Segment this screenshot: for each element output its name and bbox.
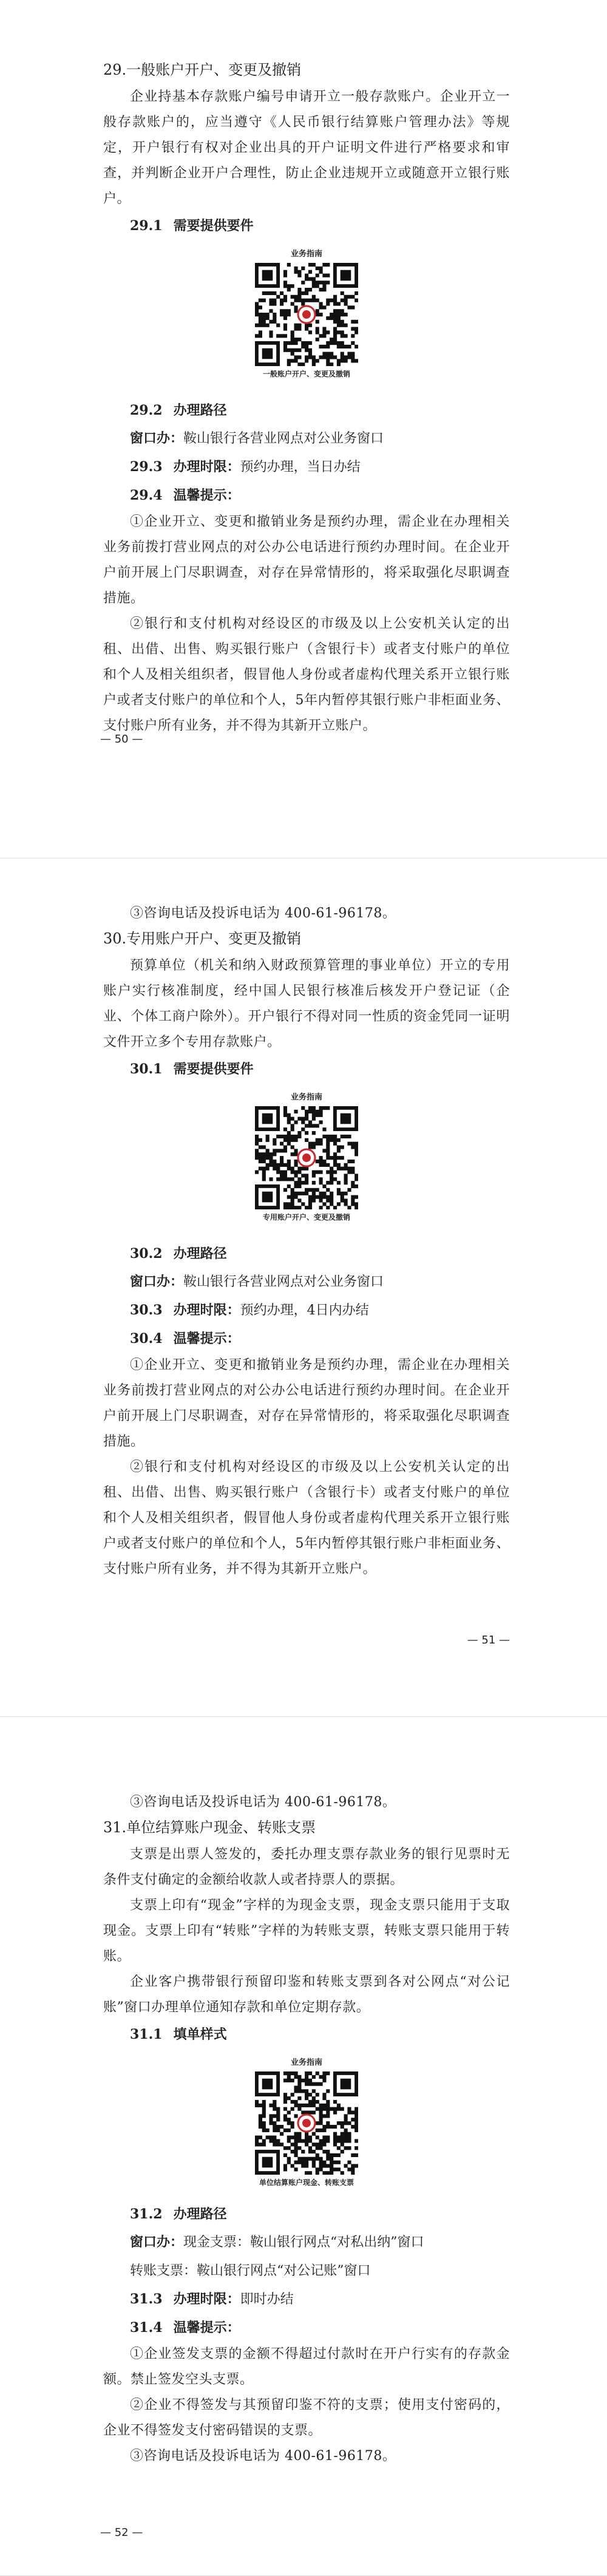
section-title: 31.单位结算账户现金、转账支票: [103, 1819, 316, 1836]
heading-number: 30.1: [130, 1061, 163, 1077]
qr-caption-top: 业务指南: [290, 250, 322, 259]
intro-paragraph: 企业持基本存款账户编号申请开立一般存款账户。企业开立一般存款账户的，应当遵守《人民币银行结算账户管理办法》等规定，开户银行有权对企业出具的开户证明文件进行严格要求和审查，并判断企业开户合理性，防止企业违规开立或随意开立银行账户。: [103, 89, 510, 206]
time-limit-line: [103, 2285, 510, 2314]
qr-code-block: [240, 1092, 373, 1223]
tip-3: ③咨询电话及投诉电话为 400-61-96178。: [130, 2449, 396, 2464]
tip-1: ①企业开立、变更和撤销业务是预约办理，需企业在办理相关业务前拨打营业网点的对公办公电话进行预约办理时间。在企业开户前开展上门尽职调查，对存在异常情形的，将采取强化尽职调查措施。: [103, 514, 510, 606]
heading-number: 29.1: [130, 218, 163, 234]
qr-caption-top: 业务指南: [290, 2058, 322, 2067]
window-value: 鞍山银行各营业网点对公业务窗口: [183, 1274, 384, 1290]
heading-text: 温馨提示：: [173, 488, 240, 503]
time-value: 预约办理，4日内办结: [240, 1303, 369, 1318]
path-heading: [103, 1240, 510, 1268]
tip-1: ①企业开立、变更和撤销业务是预约办理，需企业在办理相关业务前拨打营业网点的对公办公电话进行预约办理时间。在企业开户前开展上门尽职调查，对存在异常情形的，将采取强化尽职调查措施。: [103, 1358, 510, 1449]
tip-2: ②银行和支付机构对经设区的市级及以上公安机关认定的出租、出借、出售、购买银行账户（含银行卡）或者支付账户的单位和个人及相关组织者，假冒他人身份或者虚构代理关系开立银行账户或者支付账户的单位和个人，5年内暂停其银行账户非柜面业务、支付账户所有业务，并不得为其新开立账户。: [103, 1460, 510, 1577]
section-title: 29.一般账户开户、变更及撤销: [103, 61, 302, 78]
heading-number: 31.1: [130, 2027, 163, 2042]
materials-heading: [103, 212, 510, 240]
qr-caption-bottom: 专用账户开户、变更及撤销: [262, 1213, 350, 1222]
heading-text: 办理路径: [173, 1246, 227, 1262]
window-label: 窗口办：: [130, 2234, 184, 2250]
heading-text: 温馨提示：: [173, 1331, 240, 1347]
heading-text: 需要提供要件: [173, 218, 254, 234]
paragraph-3: 企业客户携带银行预留印鉴和转账支票到各对公网点“对公记账”窗口办理单位通知存款和单位定期存款。: [103, 1974, 510, 2015]
time-label: 办理时限：: [173, 2291, 240, 2307]
qr-caption-bottom: 单位结算账户现金、转账支票: [259, 2178, 354, 2187]
window-value: 转账支票：鞍山银行网点“对公记账”窗口: [130, 2263, 371, 2279]
materials-heading: [103, 1055, 510, 1083]
heading-number: 29.3: [130, 459, 163, 475]
tip-1: ①企业签发支票的金额不得超过付款时在开户行实有的存款金额。禁止签发空头支票。: [103, 2347, 510, 2387]
paragraph-1: 支票是出票人签发的，委托办理支票存款业务的银行见票时无条件支付确定的金额给收款人或者持票人的票据。: [103, 1847, 510, 1888]
time-label: 办理时限：: [173, 1302, 240, 1318]
tip-3-continued: ③咨询电话及投诉电话为 400-61-96178。: [130, 1795, 396, 1810]
qr-code-image: [255, 263, 358, 366]
heading-text: 办理路径: [173, 403, 227, 418]
tip-2: ②企业不得签发与其预留印鉴不符的支票；使用支付密码的，企业不得签发支付密码错误的支票。: [103, 2398, 510, 2438]
qr-code-image: [255, 2071, 358, 2175]
page-number: — 50 —: [100, 733, 143, 746]
page-52: [0, 1717, 607, 2576]
section-title: 30.专用账户开户、变更及撤销: [103, 930, 302, 947]
heading-number: 31.4: [130, 2320, 163, 2336]
page-51: [0, 858, 607, 1717]
window-line-transfer: [103, 2257, 510, 2285]
heading-number: 30.3: [130, 1302, 163, 1318]
window-line-cash: [103, 2228, 510, 2257]
qr-code-image: [255, 1106, 358, 1209]
time-limit-line: [103, 1296, 510, 1325]
qr-code-block: [240, 2057, 373, 2188]
heading-number: 31.3: [130, 2291, 163, 2307]
qr-caption-bottom: 一般账户开户、变更及撤销: [262, 370, 350, 378]
heading-number: 29.4: [130, 488, 163, 503]
window-label: 窗口办：: [130, 1274, 184, 1290]
window-value: 现金支票：鞍山银行网点“对私出纳”窗口: [183, 2235, 424, 2250]
heading-text: 需要提供要件: [173, 1061, 254, 1077]
heading-text: 填单样式: [173, 2027, 227, 2042]
intro-paragraph: 预算单位（机关和纳入财政预算管理的事业单位）开立的专用账户实行核准制度，经中国人民银行核准后核发开户登记证（企业、个体工商户除外）。开户银行不得对同一性质的资金凭同一证明文件开立多个专用存款账户。: [103, 958, 510, 1050]
tip-2: ②银行和支付机构对经设区的市级及以上公安机关认定的出租、出借、出售、购买银行账户（含银行卡）或者支付账户的单位和个人及相关组织者，假冒他人身份或者虚构代理关系开立银行账户或者支付账户的单位和个人，5年内暂停其银行账户非柜面业务、支付账户所有业务，并不得为其新开立账户。: [103, 616, 510, 733]
page-50: [0, 0, 607, 858]
window-line: [103, 424, 510, 453]
path-heading: [103, 2200, 510, 2228]
page-number: — 52 —: [100, 2526, 143, 2539]
window-line: [103, 1268, 510, 1296]
window-label: 窗口办：: [130, 430, 184, 446]
tips-heading: [103, 481, 510, 509]
tips-heading: [103, 1325, 510, 1353]
time-limit-line: [103, 453, 510, 481]
heading-number: 30.4: [130, 1331, 163, 1347]
tips-heading: [103, 2314, 510, 2342]
window-value: 鞍山银行各营业网点对公业务窗口: [183, 431, 384, 446]
heading-text: 办理路径: [173, 2206, 227, 2222]
time-value: 预约办理，当日办结: [240, 460, 361, 475]
heading-number: 31.2: [130, 2206, 163, 2222]
heading-text: 温馨提示：: [173, 2320, 240, 2336]
time-value: 即时办结: [240, 2292, 294, 2307]
sample-heading: [103, 2020, 510, 2048]
heading-number: 30.2: [130, 1246, 163, 1262]
qr-caption-top: 业务指南: [290, 1093, 322, 1102]
path-heading: [103, 396, 510, 424]
tip-3: ③咨询电话及投诉电话为 400-61-96178。: [130, 906, 396, 921]
time-label: 办理时限：: [173, 459, 240, 475]
heading-number: 29.2: [130, 403, 163, 418]
paragraph-2: 支票上印有“现金”字样的为现金支票，现金支票只能用于支取现金。支票上印有“转账”字样的为转账支票，转账支票只能用于转账。: [103, 1898, 510, 1964]
page-number: — 51 —: [467, 1634, 510, 1647]
qr-code-block: [240, 248, 373, 379]
